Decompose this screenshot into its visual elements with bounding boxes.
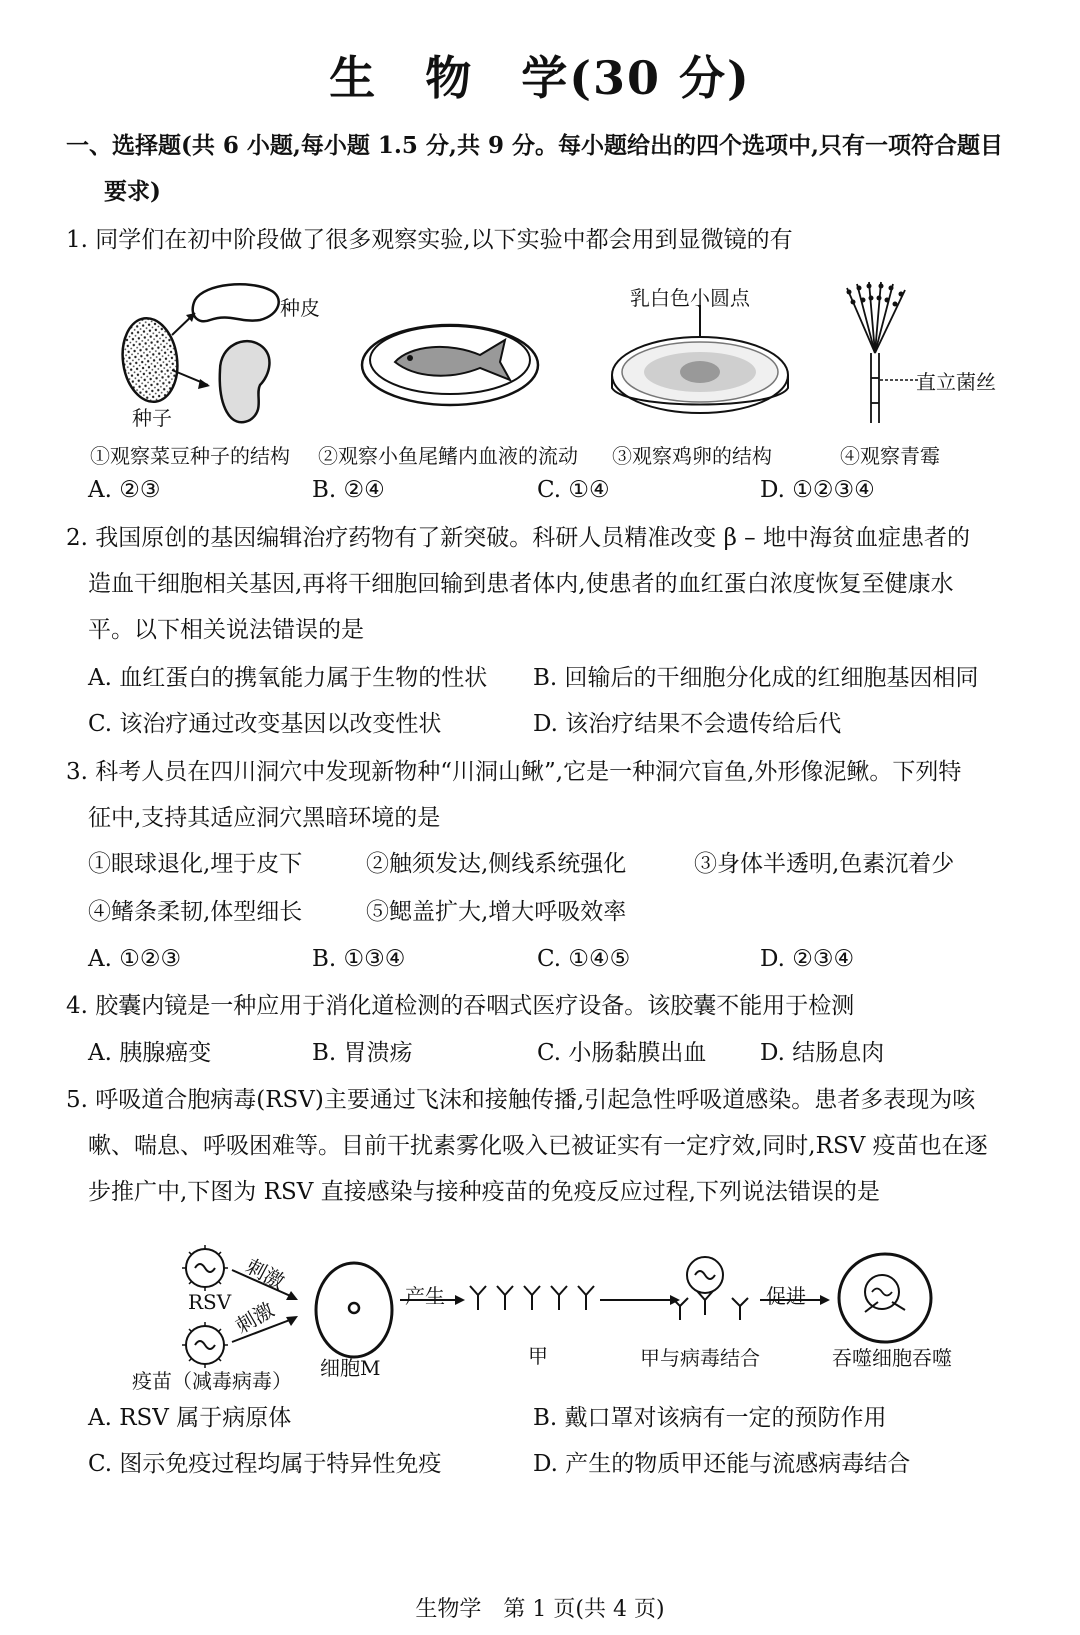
phagocyte-icon	[839, 1254, 931, 1342]
caption-1: ①观察菜豆种子的结构	[90, 444, 290, 468]
label-milky-spot: 乳白色小圆点	[630, 286, 750, 310]
label-rsv: RSV	[188, 1290, 232, 1314]
q3-feature-1: ①眼球退化,埋于皮下	[88, 851, 303, 877]
caption-4: ④观察青霉	[840, 444, 940, 468]
q4-option-a: A. 胰腺癌变	[88, 1040, 212, 1066]
q3-option-d: D. ②③④	[760, 946, 855, 972]
question-5-stem-end: 步推广中,下图为 RSV 直接感染与接种疫苗的免疫反应过程,下列说法错误的是	[88, 1179, 880, 1205]
label-promote: 促进	[766, 1284, 806, 1308]
q3-feature-4: ④鳍条柔韧,体型细长	[88, 899, 303, 925]
caption-3: ③观察鸡卵的结构	[612, 444, 772, 468]
label-cell-m: 细胞M	[320, 1356, 381, 1380]
q5-option-b: B. 戴口罩对该病有一定的预防作用	[533, 1405, 887, 1431]
label-seed: 种子	[132, 406, 172, 430]
q5-option-a: A. RSV 属于病原体	[88, 1405, 292, 1431]
question-3-stem-cont: 征中,支持其适应洞穴黑暗环境的是	[88, 805, 441, 831]
label-stimulate-2: 刺激	[231, 1297, 279, 1339]
q3-feature-3: ③身体半透明,色素沉着少	[694, 851, 955, 877]
question-2-stem: 2. 我国原创的基因编辑治疗药物有了新突破。科研人员精准改变 β – 地中海贫血症患者的	[66, 525, 970, 551]
section-heading-cont: 要求)	[104, 178, 161, 205]
question-2-stem-cont: 造血干细胞相关基因,再将干细胞回输到患者体内,使患者的血红蛋白浓度恢复至健康水	[88, 571, 954, 597]
label-phagocyte: 吞噬细胞吞噬	[832, 1346, 952, 1370]
q2-option-b: B. 回输后的干细胞分化成的红细胞基因相同	[533, 665, 979, 691]
hyphae-pointer-line	[880, 378, 920, 382]
label-jia: 甲	[528, 1344, 548, 1368]
q1-option-d: D. ①②③④	[760, 477, 875, 503]
antibody-icons	[470, 1286, 594, 1310]
egg-figure	[605, 300, 795, 430]
page-footer: 生物学 第 1 页(共 4 页)	[415, 1597, 665, 1622]
q1-option-a: A. ②③	[88, 477, 161, 503]
antibody-virus-binding-icon	[672, 1257, 748, 1320]
label-vaccine: 疫苗（减毒病毒）	[132, 1369, 292, 1393]
q3-option-a: A. ①②③	[88, 946, 182, 972]
question-2-stem-end: 平。以下相关说法错误的是	[88, 617, 364, 643]
q4-option-c: C. 小肠黏膜出血	[537, 1040, 707, 1066]
q1-option-c: C. ①④	[537, 477, 610, 503]
section-heading: 一、选择题(共 6 小题,每小题 1.5 分,共 9 分。每小题给出的四个选项中,只有一项符合题目	[66, 132, 1003, 159]
question-5-stem-cont: 嗽、喘息、呼吸困难等。目前干扰素雾化吸入已被证实有一定疗效,同时,RSV 疫苗也在逐	[88, 1133, 988, 1159]
page-title: 生 物 学(30 分)	[329, 51, 751, 105]
question-3-stem: 3. 科考人员在四川洞穴中发现新物种“川洞山鳅”,它是一种洞穴盲鱼,外形像泥鳅。下列特	[66, 759, 962, 785]
q3-option-c: C. ①④⑤	[537, 946, 631, 972]
fish-dish-figure	[355, 310, 545, 420]
q5-option-c: C. 图示免疫过程均属于特异性免疫	[88, 1451, 442, 1477]
q2-option-a: A. 血红蛋白的携氧能力属于生物的性状	[88, 665, 488, 691]
caption-2: ②观察小鱼尾鳍内血液的流动	[318, 444, 578, 468]
cell-m-icon	[316, 1263, 392, 1357]
q4-option-d: D. 结肠息肉	[760, 1040, 885, 1066]
q1-option-b: B. ②④	[312, 477, 385, 503]
label-seed-coat: 种皮	[280, 296, 320, 320]
penicillium-figure	[835, 278, 915, 428]
q4-option-b: B. 胃溃疡	[312, 1040, 413, 1066]
question-4-stem: 4. 胶囊内镜是一种应用于消化道检测的吞咽式医疗设备。该胶囊不能用于检测	[66, 993, 855, 1019]
label-hyphae: 直立菌丝	[916, 370, 996, 394]
q3-feature-2: ②触须发达,侧线系统强化	[366, 851, 627, 877]
q2-option-d: D. 该治疗结果不会遗传给后代	[533, 711, 842, 737]
label-produce: 产生	[405, 1284, 445, 1308]
question-5-stem: 5. 呼吸道合胞病毒(RSV)主要通过飞沫和接触传播,引起急性呼吸道感染。患者多表现为咳	[66, 1087, 976, 1113]
question-1-stem: 1. 同学们在初中阶段做了很多观察实验,以下实验中都会用到显微镜的有	[66, 227, 793, 253]
q2-option-c: C. 该治疗通过改变基因以改变性状	[88, 711, 442, 737]
q3-option-b: B. ①③④	[312, 946, 406, 972]
q5-option-d: D. 产生的物质甲还能与流感病毒结合	[533, 1451, 911, 1477]
q3-feature-5: ⑤鳃盖扩大,增大呼吸效率	[366, 899, 627, 925]
label-binding: 甲与病毒结合	[640, 1346, 760, 1370]
label-stimulate-1: 刺激	[242, 1253, 289, 1294]
